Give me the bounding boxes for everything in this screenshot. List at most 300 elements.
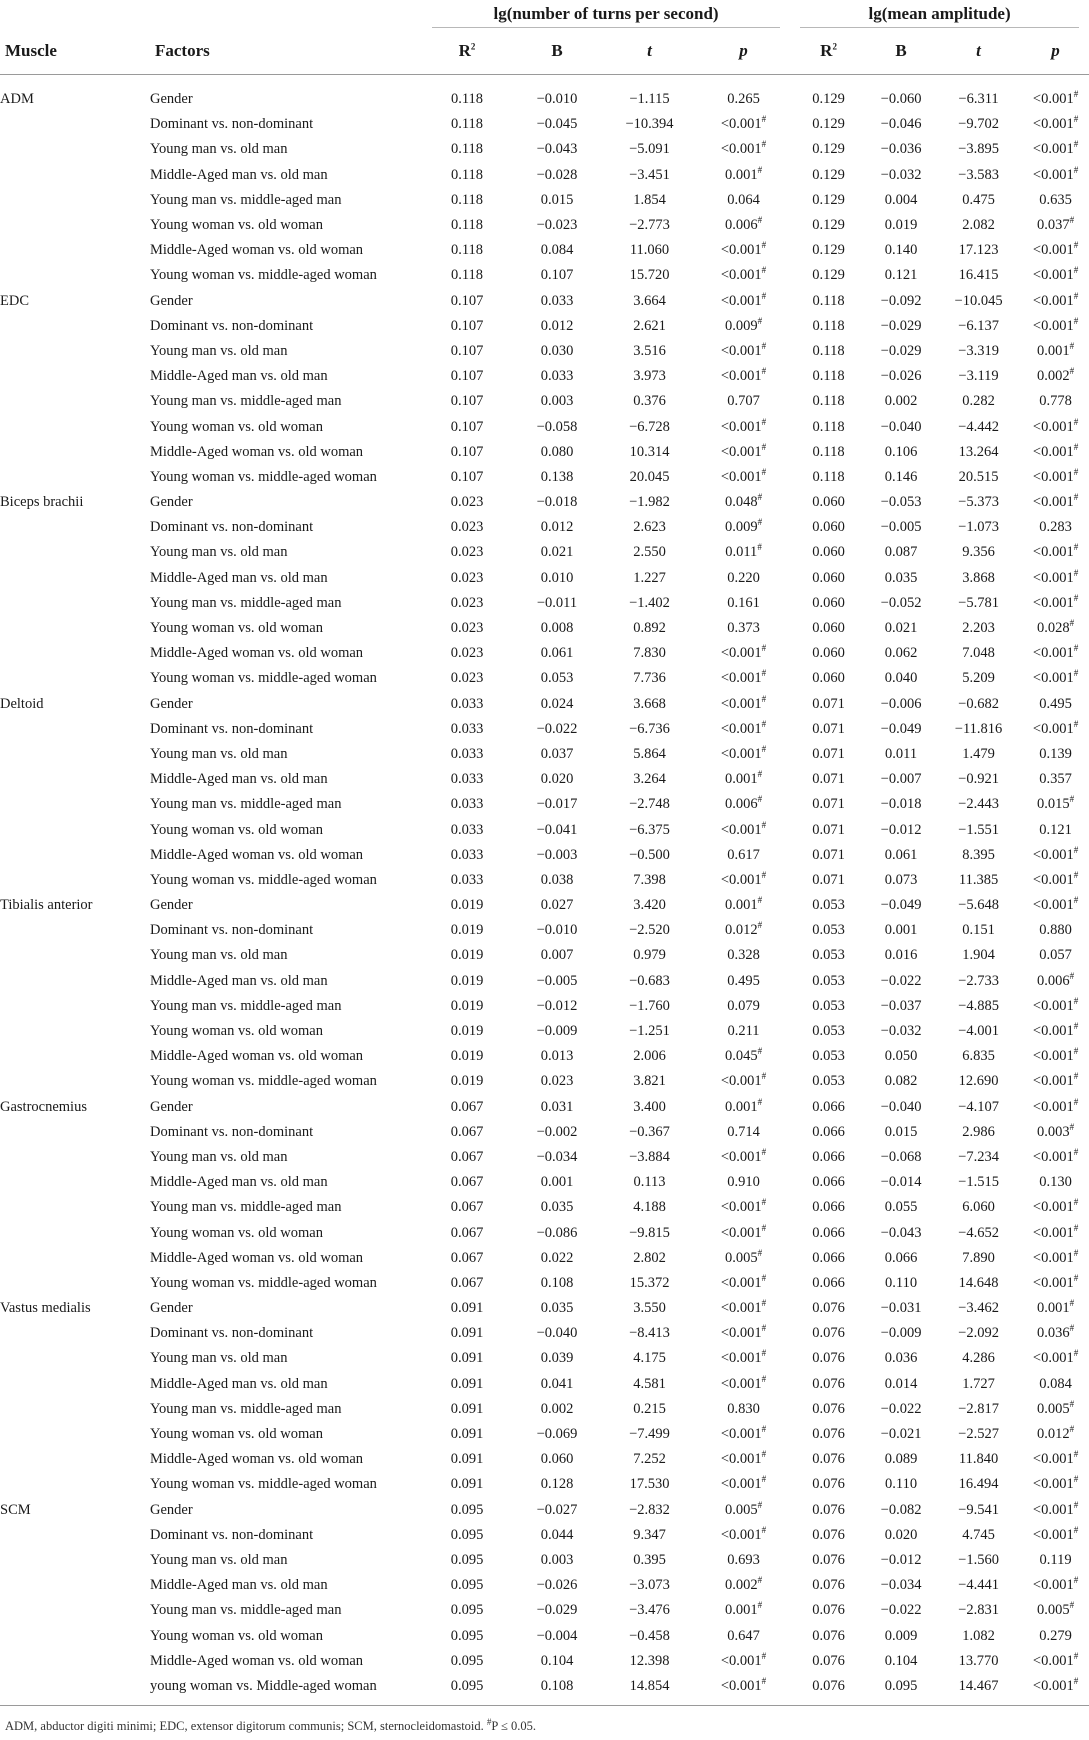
cell-t-turns: 15.372: [629, 1274, 670, 1291]
cell-p-amp: 0.037#: [1036, 215, 1075, 234]
cell-p-turns: <0.001#: [720, 467, 767, 485]
table-row: [0, 314, 1089, 339]
factor-cell: Middle-Aged woman vs. old woman: [150, 1048, 364, 1065]
cell-t-amp: 14.648: [958, 1274, 999, 1291]
table-row: [0, 137, 1089, 162]
cell-b-amp: −0.052: [880, 594, 922, 611]
significance-mark: #: [1073, 89, 1079, 100]
significance-mark: #: [761, 240, 767, 251]
cell-p-turns: 0.045#: [724, 1046, 763, 1065]
cell-t-amp: 3.868: [962, 569, 995, 586]
cell-t-amp: 17.123: [958, 242, 999, 259]
cell-p-turns: <0.001#: [720, 416, 767, 435]
factor-cell: Young woman vs. old woman: [150, 217, 323, 234]
muscle-name-empty: [0, 843, 150, 868]
cell-p-amp: 0.005#: [1036, 1600, 1075, 1619]
cell-r2-turns: 0.095: [450, 1627, 484, 1644]
cell-p-turns: 0.002#: [724, 1575, 763, 1594]
cell-b-turns: −0.018: [536, 494, 578, 511]
significance-mark: #: [757, 769, 763, 780]
cell-r2-turns: 0.019: [450, 1048, 484, 1065]
cell-r2-amp: 0.060: [812, 594, 845, 611]
table-row: [0, 1649, 1089, 1674]
cell-p-amp: 0.635: [1039, 191, 1072, 208]
factor-cell: Middle-Aged man vs. old man: [150, 1375, 328, 1392]
cell-p-turns: <0.001#: [720, 1650, 767, 1669]
cell-p-turns: 0.220: [727, 569, 760, 586]
cell-t-amp: −2.733: [958, 972, 999, 989]
muscle-name-empty: [0, 1120, 150, 1145]
cell-p-amp: <0.001#: [1032, 1575, 1079, 1594]
cell-r2-turns: 0.118: [450, 267, 484, 284]
cell-t-amp: −4.885: [958, 997, 999, 1014]
significance-mark: #: [757, 542, 762, 553]
cell-t-turns: −3.884: [629, 1148, 670, 1165]
cell-p-amp: 0.015#: [1036, 794, 1075, 813]
cell-p-turns: 0.079: [727, 997, 760, 1014]
cell-r2-turns: 0.067: [450, 1148, 484, 1165]
group-header-row: [0, 0, 1089, 28]
cell-p-amp: <0.001#: [1032, 265, 1079, 284]
col-header-r2-turns: $R^2$: [458, 41, 476, 60]
cell-b-amp: 0.014: [884, 1375, 918, 1392]
factor-cell: Middle-Aged man vs. old man: [150, 166, 328, 183]
cell-t-turns: 9.347: [633, 1526, 666, 1543]
table-bottom-rule: [0, 1699, 1089, 1706]
significance-mark: #: [1073, 114, 1079, 125]
significance-mark: #: [1069, 341, 1075, 352]
cell-r2-amp: 0.129: [812, 217, 845, 234]
table-row: [0, 868, 1089, 893]
cell-b-amp: 0.001: [884, 922, 918, 939]
cell-p-turns: <0.001#: [720, 441, 767, 460]
cell-p-amp: <0.001#: [1032, 1071, 1079, 1090]
muscle-name-empty: [0, 994, 150, 1019]
cell-r2-turns: 0.118: [450, 91, 484, 108]
cell-t-turns: 3.264: [633, 771, 666, 788]
table-row: [0, 414, 1089, 439]
cell-r2-amp: 0.118: [812, 292, 845, 309]
muscle-name-empty: [0, 364, 150, 389]
cell-b-turns: 0.037: [540, 745, 574, 762]
table-row: [0, 87, 1089, 112]
cell-r2-turns: 0.067: [450, 1274, 484, 1291]
factor-cell: Gender: [150, 897, 193, 914]
cell-p-amp: 0.057: [1039, 947, 1072, 964]
significance-mark: #: [761, 416, 767, 427]
table-row: [0, 1019, 1089, 1044]
muscle-name-empty: [0, 188, 150, 213]
cell-t-amp: 16.494: [958, 1476, 999, 1493]
cell-r2-turns: 0.095: [450, 1602, 484, 1619]
cell-b-turns: 0.039: [540, 1350, 574, 1367]
cell-t-turns: 2.006: [633, 1048, 666, 1065]
cell-t-turns: 11.060: [629, 242, 670, 259]
cell-t-amp: −3.119: [958, 368, 999, 385]
table-row: [0, 1095, 1089, 1120]
cell-t-amp: −5.781: [958, 594, 999, 611]
table-row: [0, 1195, 1089, 1220]
muscle-name-empty: [0, 238, 150, 263]
cell-p-turns: <0.001#: [720, 1147, 767, 1165]
cell-t-amp: −3.895: [958, 141, 999, 158]
significance-mark: #: [757, 1247, 763, 1258]
col-header-b-turns: B: [551, 41, 563, 60]
cell-t-amp: 20.515: [958, 468, 999, 485]
cell-t-amp: −10.045: [954, 292, 1003, 309]
cell-t-amp: −2.817: [958, 1400, 999, 1417]
muscle-name-empty: [0, 465, 150, 490]
cell-b-amp: 0.104: [884, 1652, 918, 1669]
significance-mark: #: [761, 1323, 767, 1334]
cell-r2-amp: 0.060: [812, 645, 845, 662]
cell-p-amp: 0.119: [1039, 1551, 1072, 1568]
cell-r2-turns: 0.023: [450, 544, 484, 561]
significance-mark: #: [757, 794, 763, 805]
cell-r2-turns: 0.118: [450, 242, 484, 259]
significance-mark: #: [1069, 1323, 1075, 1334]
significance-mark: #: [1069, 1399, 1075, 1410]
cell-p-amp: <0.001#: [1032, 567, 1079, 586]
cell-b-turns: 0.060: [540, 1451, 574, 1468]
cell-r2-turns: 0.023: [450, 569, 484, 586]
table-row: [0, 515, 1089, 540]
cell-r2-turns: 0.067: [450, 1249, 484, 1266]
cell-p-turns: 0.011#: [725, 542, 762, 561]
cell-r2-amp: 0.118: [812, 317, 845, 334]
cell-b-turns: 0.108: [540, 1274, 574, 1291]
significance-mark: #: [761, 1650, 767, 1661]
cell-r2-turns: 0.019: [450, 972, 484, 989]
cell-r2-amp: 0.071: [812, 871, 845, 888]
muscle-name-empty: [0, 1069, 150, 1094]
significance-mark: #: [761, 139, 767, 150]
cell-r2-amp: 0.076: [812, 1526, 845, 1543]
cell-r2-turns: 0.107: [450, 292, 484, 309]
cell-b-turns: 0.104: [540, 1652, 574, 1669]
cell-r2-amp: 0.053: [812, 947, 845, 964]
cell-p-turns: 0.001#: [724, 895, 763, 914]
muscle-name-empty: [0, 817, 150, 842]
muscle-name: Deltoid: [0, 695, 44, 712]
significance-mark: #: [761, 744, 767, 755]
cell-t-turns: 5.864: [633, 745, 666, 762]
cell-t-amp: 2.082: [962, 217, 995, 234]
significance-mark: #: [761, 693, 767, 704]
cell-b-turns: −0.034: [536, 1148, 578, 1165]
cell-t-amp: −0.921: [958, 771, 999, 788]
cell-b-turns: 0.015: [540, 191, 574, 208]
cell-b-amp: −0.032: [880, 166, 922, 183]
table-row: [0, 1145, 1089, 1170]
table-row: [0, 792, 1089, 817]
cell-b-turns: −0.012: [536, 997, 578, 1014]
cell-p-turns: 0.265: [727, 91, 760, 108]
cell-t-turns: 12.398: [629, 1652, 670, 1669]
cell-t-amp: −5.648: [958, 897, 999, 914]
significance-mark: #: [1069, 1600, 1075, 1611]
cell-b-turns: −0.010: [536, 91, 578, 108]
table-row: [0, 1548, 1089, 1573]
cell-p-turns: 0.064: [727, 191, 760, 208]
cell-b-turns: 0.012: [540, 317, 574, 334]
col-header-muscle: Muscle: [5, 41, 57, 60]
cell-p-turns: 0.048#: [724, 492, 763, 511]
cell-b-amp: 0.015: [884, 1123, 918, 1140]
cell-t-amp: 5.209: [962, 670, 995, 687]
muscle-name-empty: [0, 641, 150, 666]
table-row: [0, 566, 1089, 591]
col-header-t-turns: t: [647, 41, 652, 60]
cell-r2-amp: 0.076: [812, 1652, 845, 1669]
table-body: [0, 75, 1089, 1706]
significance-mark: #: [1073, 1676, 1079, 1687]
cell-b-amp: −0.032: [880, 1023, 922, 1040]
significance-mark: #: [1073, 467, 1079, 478]
significance-mark: #: [1073, 315, 1079, 326]
cell-t-turns: −1.760: [629, 997, 670, 1014]
significance-mark: #: [757, 895, 763, 906]
cell-t-turns: 7.398: [633, 871, 666, 888]
significance-mark: #: [1073, 996, 1079, 1007]
cell-t-amp: 1.904: [962, 947, 995, 964]
col-header-factors: Factors: [155, 41, 210, 60]
cell-r2-amp: 0.118: [812, 443, 845, 460]
significance-mark: #: [1073, 895, 1079, 906]
cell-r2-amp: 0.060: [812, 620, 845, 637]
cell-t-turns: 10.314: [629, 443, 670, 460]
cell-b-amp: 0.009: [884, 1627, 918, 1644]
muscle-name-empty: [0, 1019, 150, 1044]
cell-b-amp: 0.050: [884, 1048, 918, 1065]
cell-t-amp: 0.151: [962, 922, 995, 939]
cell-b-amp: 0.106: [884, 443, 918, 460]
cell-r2-turns: 0.019: [450, 947, 484, 964]
cell-t-amp: −6.137: [958, 317, 999, 334]
significance-mark: #: [1073, 1474, 1079, 1485]
cell-r2-turns: 0.033: [450, 771, 484, 788]
muscle-name: Gastrocnemius: [0, 1098, 87, 1115]
cell-t-amp: 4.286: [962, 1350, 995, 1367]
significance-mark: #: [761, 366, 767, 377]
cell-p-amp: <0.001#: [1032, 895, 1079, 914]
table-row: [0, 1422, 1089, 1447]
cell-b-amp: −0.005: [880, 519, 922, 536]
table-row: [0, 1372, 1089, 1397]
significance-mark: #: [1073, 240, 1079, 251]
cell-t-turns: 0.113: [633, 1174, 666, 1191]
table-row: [0, 1170, 1089, 1195]
cell-t-turns: −6.375: [629, 821, 670, 838]
table-row: [0, 364, 1089, 389]
cell-t-amp: 8.395: [962, 846, 995, 863]
muscle-name: Vastus medialis: [0, 1300, 91, 1317]
cell-t-amp: −3.462: [958, 1300, 999, 1317]
cell-b-turns: 0.061: [540, 645, 574, 662]
muscle-name-empty: [0, 1195, 150, 1220]
significance-mark: #: [761, 1524, 767, 1535]
cell-b-amp: 0.110: [885, 1274, 918, 1291]
significance-mark: #: [761, 819, 767, 830]
cell-r2-turns: 0.091: [450, 1400, 484, 1417]
cell-b-amp: −0.082: [880, 1501, 922, 1518]
significance-mark: #: [757, 492, 763, 503]
factor-cell: Middle-Aged man vs. old man: [150, 972, 328, 989]
factor-cell: Young woman vs. middle-aged woman: [150, 1274, 377, 1291]
cell-p-amp: <0.001#: [1032, 1147, 1079, 1165]
cell-t-turns: 1.227: [633, 569, 666, 586]
cell-r2-amp: 0.076: [812, 1350, 845, 1367]
significance-mark: #: [761, 1676, 767, 1687]
cell-b-amp: 0.021: [884, 620, 918, 637]
muscle-name-empty: [0, 717, 150, 742]
cell-p-amp: 0.005#: [1036, 1399, 1075, 1417]
cell-t-turns: −0.458: [629, 1627, 670, 1644]
cell-b-amp: 0.089: [884, 1451, 918, 1468]
cell-p-amp: 0.012#: [1036, 1424, 1075, 1443]
muscle-name-empty: [0, 918, 150, 943]
cell-b-amp: 0.035: [884, 569, 918, 586]
cell-r2-amp: 0.129: [812, 141, 845, 158]
cell-p-amp: <0.001#: [1032, 1273, 1079, 1291]
significance-mark: #: [761, 1298, 767, 1309]
cell-p-turns: <0.001#: [720, 290, 767, 309]
significance-mark: #: [1073, 492, 1079, 503]
factor-cell: Gender: [150, 91, 193, 108]
muscle-name-empty: [0, 1220, 150, 1245]
cell-r2-amp: 0.071: [812, 745, 845, 762]
cell-t-amp: −11.816: [954, 720, 1003, 737]
significance-mark: #: [1073, 718, 1079, 729]
cell-b-amp: 0.055: [884, 1199, 918, 1216]
significance-mark: #: [1069, 215, 1075, 226]
table-row: [0, 490, 1089, 515]
cell-b-turns: 0.041: [540, 1375, 574, 1392]
factor-cell: Young woman vs. middle-aged woman: [150, 1476, 377, 1493]
col-header-p-turns: p: [739, 41, 748, 60]
muscle-name-empty: [0, 1346, 150, 1371]
cell-b-amp: −0.040: [880, 1098, 922, 1115]
factor-cell: Young woman vs. middle-aged woman: [150, 468, 377, 485]
muscle-name: Biceps brachii: [0, 494, 84, 511]
factor-cell: Middle-Aged man vs. old man: [150, 368, 328, 385]
cell-b-turns: 0.020: [540, 771, 574, 788]
factor-cell: Middle-Aged woman vs. old woman: [150, 846, 364, 863]
factor-cell: young woman vs. Middle-aged woman: [150, 1677, 377, 1694]
cell-t-turns: −6.736: [629, 720, 670, 737]
cell-p-turns: <0.001#: [720, 1424, 767, 1443]
cell-r2-turns: 0.091: [450, 1476, 484, 1493]
cell-p-amp: <0.001#: [1032, 1676, 1079, 1694]
muscle-name-empty: [0, 591, 150, 616]
cell-p-turns: 0.830: [727, 1400, 760, 1417]
muscle-name-empty: [0, 792, 150, 817]
cell-p-amp: <0.001#: [1032, 1348, 1079, 1367]
cell-p-amp: 0.084: [1039, 1375, 1072, 1392]
cell-t-turns: 3.821: [633, 1073, 666, 1090]
cell-p-turns: 0.373: [727, 620, 760, 637]
cell-b-amp: 0.095: [884, 1677, 918, 1694]
muscle-name: SCM: [0, 1501, 31, 1518]
factor-cell: Young man vs. old man: [150, 1148, 288, 1165]
cell-t-amp: 1.082: [962, 1627, 995, 1644]
significance-mark: #: [1073, 1147, 1079, 1158]
cell-b-turns: −0.069: [536, 1426, 578, 1443]
significance-mark: #: [1073, 1273, 1079, 1284]
cell-b-turns: −0.040: [536, 1325, 578, 1342]
table-row: [0, 1523, 1089, 1548]
cell-t-amp: −4.001: [958, 1023, 999, 1040]
cell-b-amp: 0.061: [884, 846, 918, 863]
cell-r2-turns: 0.095: [450, 1551, 484, 1568]
cell-t-turns: −5.091: [629, 141, 670, 158]
cell-t-amp: 13.264: [958, 443, 999, 460]
cell-b-amp: 0.004: [884, 191, 918, 208]
cell-p-turns: <0.001#: [720, 1222, 767, 1241]
cell-r2-amp: 0.118: [812, 368, 845, 385]
table-row: [0, 1498, 1089, 1523]
cell-b-turns: 0.035: [540, 1199, 574, 1216]
cell-p-turns: <0.001#: [720, 366, 767, 385]
significance-mark: #: [1073, 643, 1079, 654]
cell-p-turns: 0.693: [727, 1551, 760, 1568]
significance-mark: #: [1069, 1121, 1075, 1132]
cell-r2-turns: 0.091: [450, 1300, 484, 1317]
significance-mark: #: [1073, 441, 1079, 452]
cell-p-amp: <0.001#: [1032, 593, 1079, 611]
significance-mark: #: [761, 1474, 767, 1485]
table-row: [0, 742, 1089, 767]
muscle-name-empty: [0, 1422, 150, 1447]
cell-r2-turns: 0.095: [450, 1526, 484, 1543]
muscle-name-empty: [0, 1271, 150, 1296]
factor-cell: Young man vs. middle-aged man: [150, 594, 342, 611]
cell-r2-amp: 0.060: [812, 519, 845, 536]
cell-r2-turns: 0.107: [450, 393, 484, 410]
cell-t-amp: −0.682: [958, 695, 999, 712]
significance-mark: #: [757, 215, 763, 226]
factor-cell: Young man vs. middle-aged man: [150, 393, 342, 410]
cell-r2-amp: 0.053: [812, 1073, 845, 1090]
cell-t-turns: −8.413: [629, 1325, 670, 1342]
cell-r2-amp: 0.076: [812, 1400, 845, 1417]
significance-mark: #: [757, 1575, 763, 1586]
significance-mark: #: [757, 315, 763, 326]
cell-r2-amp: 0.053: [812, 1023, 845, 1040]
cell-t-turns: 7.736: [633, 670, 666, 687]
cell-b-amp: 0.073: [884, 871, 918, 888]
cell-p-turns: 0.005#: [724, 1247, 763, 1266]
cell-p-turns: 0.006#: [724, 215, 763, 234]
cell-p-amp: <0.001#: [1032, 844, 1079, 863]
cell-b-amp: −0.029: [880, 317, 922, 334]
cell-t-turns: 0.215: [633, 1400, 666, 1417]
cell-p-turns: 0.005#: [724, 1499, 763, 1518]
muscle-name-empty: [0, 440, 150, 465]
factor-cell: Young woman vs. old woman: [150, 1224, 323, 1241]
factor-cell: Young woman vs. middle-aged woman: [150, 1073, 377, 1090]
muscle-name-empty: [0, 1321, 150, 1346]
factor-cell: Young man vs. middle-aged man: [150, 1400, 342, 1417]
table-row: [0, 717, 1089, 742]
cell-r2-amp: 0.076: [812, 1375, 845, 1392]
cell-p-turns: 0.707: [727, 393, 760, 410]
muscle-name-empty: [0, 742, 150, 767]
cell-p-turns: <0.001#: [720, 870, 767, 888]
cell-t-turns: 7.252: [633, 1451, 666, 1468]
factor-cell: Gender: [150, 695, 193, 712]
cell-t-amp: −2.092: [958, 1325, 999, 1342]
